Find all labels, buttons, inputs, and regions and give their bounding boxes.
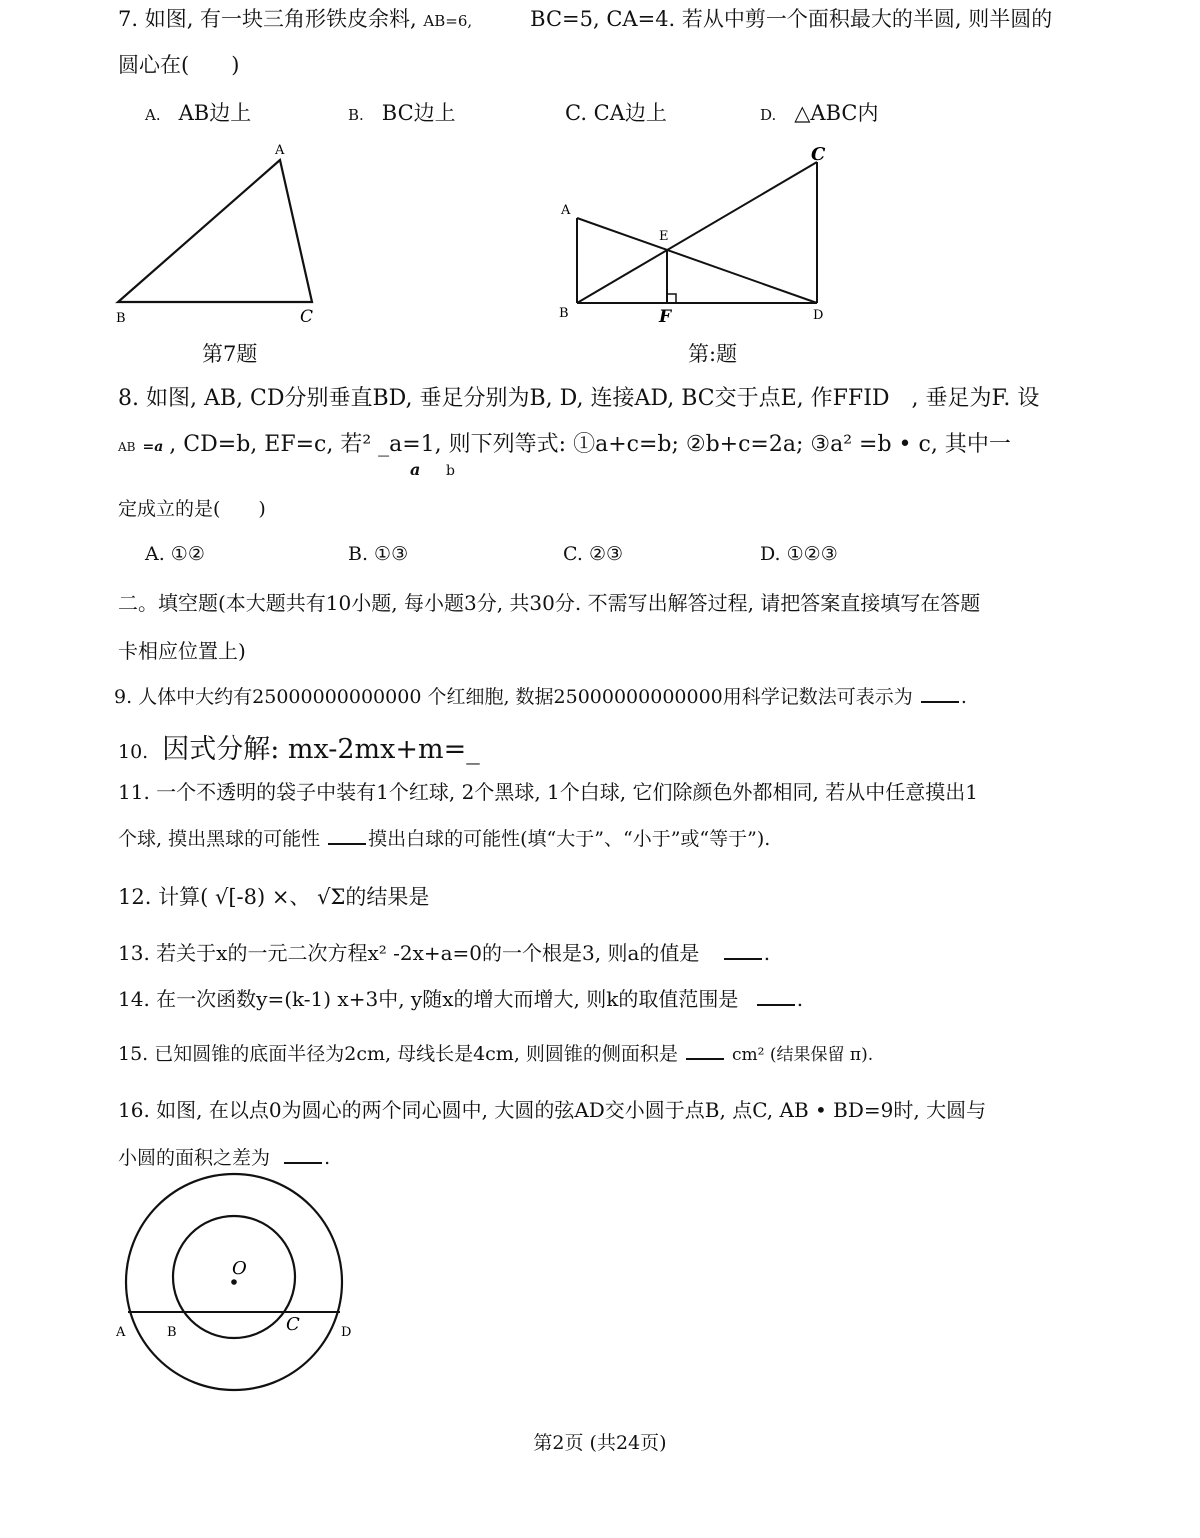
- option-label: D.: [760, 106, 777, 124]
- option-text: AB边上: [178, 101, 252, 125]
- q8-line3: 定成立的是( ): [118, 498, 266, 520]
- option-label: B.: [348, 106, 364, 124]
- q13-text: 13. 若关于x的一元二次方程x² -2x+a=0的一个根是3, 则a的值是: [118, 941, 700, 965]
- q15-line: [118, 1041, 873, 1068]
- q7-option-c: [565, 100, 667, 126]
- q8-line1: 8. 如图, AB, CD分别垂直BD, 垂足分别为B, D, 连接AD, BC交于点E, 作FFID , 垂足为F. 设: [118, 386, 1040, 411]
- label-c: C: [811, 144, 826, 165]
- label-e: E: [659, 229, 669, 244]
- q8-ab-label: AB: [118, 440, 136, 454]
- label-c: C: [286, 1314, 300, 1335]
- answer-blank: [284, 1154, 322, 1164]
- q10-text: 因式分解: mx-2mx+m=_: [162, 734, 480, 765]
- q16-end: .: [324, 1147, 331, 1169]
- label-b: B: [116, 311, 126, 326]
- segment-bc: [577, 162, 817, 303]
- q8-a-label: =a: [142, 439, 164, 455]
- q13-line: [118, 940, 770, 966]
- q8-option-a: A. ①②: [145, 543, 205, 565]
- label-a: A: [116, 1325, 126, 1340]
- label-b: B: [167, 1325, 177, 1340]
- label-d: D: [813, 308, 824, 323]
- q7-triangle-figure: [110, 140, 330, 330]
- answer-blank: [757, 996, 795, 1006]
- q9-line: [114, 684, 967, 710]
- q7-option-a: [145, 100, 251, 128]
- q7-caption: 第7题: [202, 342, 258, 366]
- q11-text-b: 摸出白球的可能性(填“大于”、“小于”或“等于”).: [368, 828, 771, 850]
- q8-sub-a: a: [410, 460, 421, 479]
- label-d: D: [341, 1325, 352, 1340]
- q8-figure: [555, 140, 845, 330]
- segment-ad: [577, 218, 817, 303]
- q13-end: .: [763, 941, 771, 965]
- q16-text: 小圆的面积之差为: [118, 1147, 271, 1169]
- q8-option-c: C. ②③: [563, 543, 624, 565]
- q9-end: .: [960, 686, 967, 708]
- answer-blank: [724, 950, 762, 960]
- answer-blank: [921, 693, 959, 703]
- triangle-abc: [118, 160, 312, 302]
- label-c: C: [300, 307, 314, 327]
- q15-text-b: cm² (结果保留 π).: [732, 1045, 874, 1065]
- q11-text-a: 个球, 摸出黑球的可能性: [118, 828, 321, 850]
- q7-text-a: 7. 如图, 有一块三角形铁皮余料,: [118, 7, 424, 31]
- q7-line1: [118, 6, 1052, 34]
- q14-text: 14. 在一次函数y=(k-1) x+3中, y随x的增大而增大, 则k的取值范围是: [118, 987, 739, 1011]
- label-a: A: [561, 203, 571, 218]
- q15-text-a: 15. 已知圆锥的底面半径为2cm, 母线长是4cm, 则圆锥的侧面积是: [118, 1043, 678, 1065]
- center-point: [231, 1279, 237, 1285]
- q8-sub-b: b: [446, 463, 455, 479]
- option-label: A.: [145, 106, 161, 124]
- answer-blank: [328, 835, 366, 845]
- q10-number: 10.: [118, 741, 149, 763]
- label-b: B: [559, 306, 569, 321]
- q11-line2: [118, 826, 770, 852]
- page-footer: 第2页 (共24页): [533, 1432, 667, 1454]
- right-angle-mark: [667, 294, 676, 303]
- q16-circles-figure: [112, 1170, 362, 1395]
- q16-line2: [118, 1145, 330, 1171]
- option-text: BC边上: [381, 101, 456, 125]
- q10-line: [118, 734, 480, 768]
- q7-line2: 圆心在( ): [118, 53, 240, 77]
- section2-heading-line2: 卡相应位置上): [118, 639, 246, 663]
- option-text: C. CA边上: [565, 101, 667, 125]
- q7-option-d: [760, 100, 878, 128]
- q8-option-b: B. ①③: [348, 543, 409, 565]
- q8-option-d: D. ①②③: [760, 543, 838, 565]
- q12-line: 12. 计算( √[-8) ×、 √Σ的结果是: [118, 885, 430, 909]
- q8-line2-text: , CD=b, EF=c, 若² _a=1, 则下列等式: ①a+c=b; ②b+c=2a; ③a² =b • c, 其中一: [169, 432, 1011, 457]
- label-a: A: [275, 143, 285, 158]
- q7-text-b: AB=6,: [423, 12, 473, 30]
- answer-blank: [686, 1050, 724, 1060]
- q14-end: .: [796, 987, 804, 1011]
- q7-option-b: [348, 100, 456, 128]
- q9-text: 9. 人体中大约有25000000000000 个红细胞, 数据25000000000000用科学记数法可表示为: [114, 686, 913, 708]
- label-f: F: [659, 307, 672, 327]
- q7-text-c: BC=5, CA=4. 若从中剪一个面积最大的半圆, 则半圆的: [530, 7, 1053, 31]
- q14-line: [118, 986, 803, 1012]
- label-o: O: [232, 1258, 247, 1279]
- q8-line2: [118, 432, 1011, 460]
- option-text: △ABC内: [794, 101, 879, 125]
- q8-caption: 第:题: [688, 342, 738, 366]
- q11-line1: 11. 一个不透明的袋子中装有1个红球, 2个黑球, 1个白球, 它们除颜色外都相同, 若从中任意摸出1: [118, 780, 978, 804]
- q16-line1: 16. 如图, 在以点0为圆心的两个同心圆中, 大圆的弦AD交小圆于点B, 点C, AB • BD=9时, 大圆与: [118, 1098, 987, 1122]
- section2-heading-line1: 二。填空题(本大题共有10小题, 每小题3分, 共30分. 不需写出解答过程, 请把答案直接填写在答题: [118, 591, 981, 615]
